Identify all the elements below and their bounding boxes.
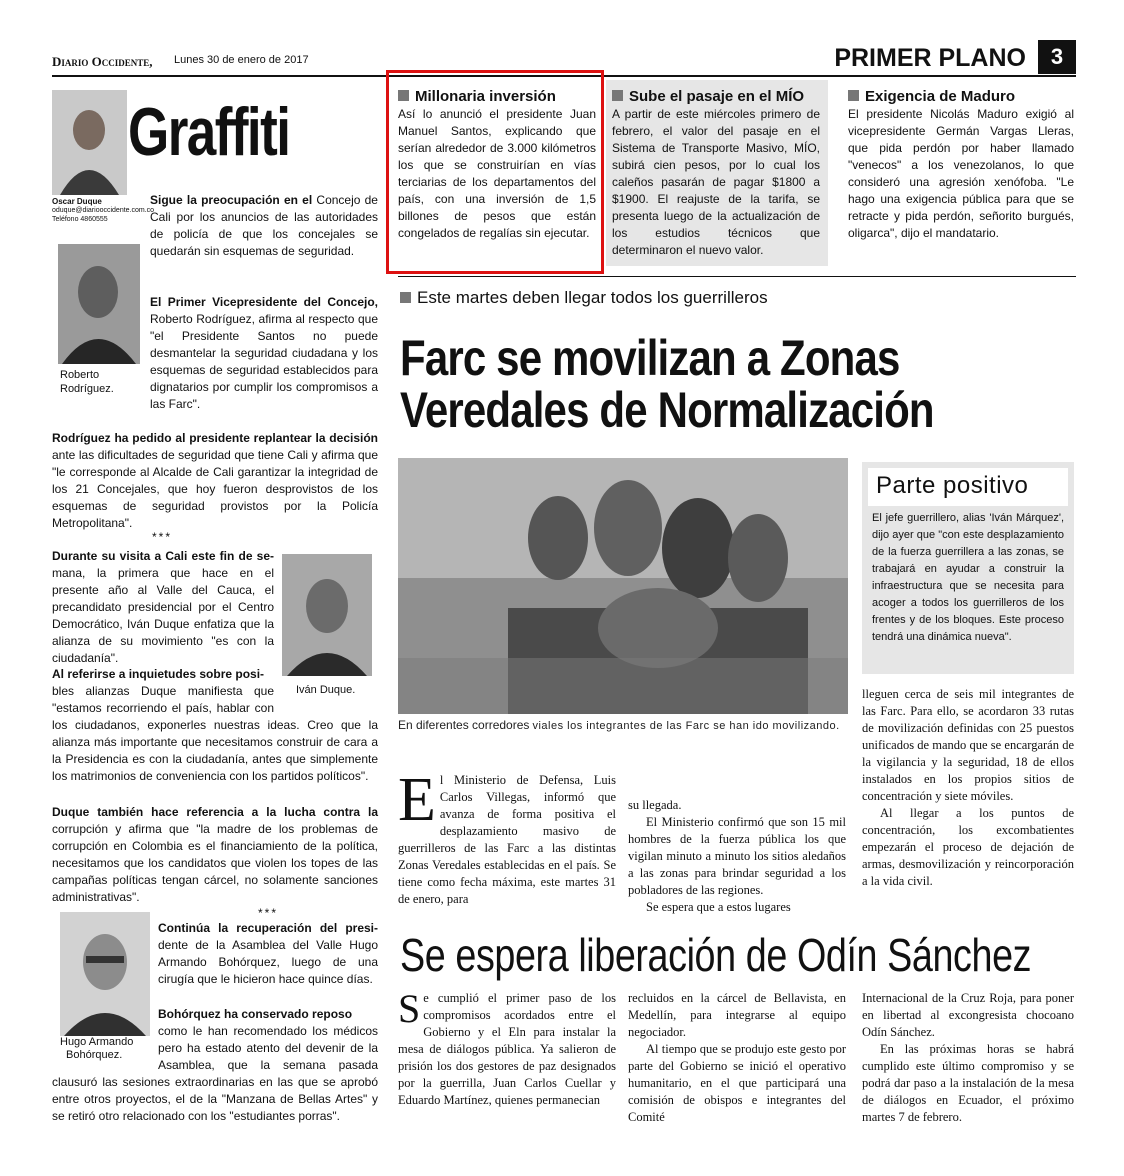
p1-lead: Sigue la preocupación en el [150,193,313,207]
separator-stars-1: *** [151,530,172,544]
p7-lead: Continúa la recuperación del presi- [158,921,378,935]
sidebar-body: El jefe guerrillero, alias 'Iván Márquez', dijo ayer que "con este desplazamiento de la fuerza guerrillera a las zonas, se trabajará en ayudar a construir la infraestructura que se necesita para acoger a todos los guerrilleros de los frentes y de los bloques. Este proceso tendrá una dinámica nueva". [872,512,1064,643]
second-col1 [398,986,616,1109]
bullet-square-icon [400,292,411,303]
p5-lead: Al referirse a inquietudes sobre posi- [52,667,265,681]
second-drop-cap: S [398,986,421,1031]
p7-rest: dente de la Asamblea del Valle Hugo Armando Bohórquez, luego de una cirugía que le hicieron hace quince días. [158,938,378,986]
brief-3 [848,88,1074,242]
second-col2 [628,990,846,1126]
author-photo [52,90,127,195]
caption-rodriguez [60,368,114,396]
brief-1 [398,88,596,242]
brief-1-title-text: Millonaria inversión [415,88,556,105]
author-name: Oscar Duque [52,197,102,206]
second-col3 [862,990,1074,1126]
brief-2-title-text: Sube el pasaje en el MÍO [629,88,805,105]
p6-rest: corrupción y afirma que "la madre de los problemas de corrupción en Colombia es el financiamiento de la política, necesitamos que los candidatos que violen los topes de las campañas políticas tengan cárcel, no solamente sanciones administrativas". [52,822,378,904]
author-email: oduque@diariooccidente.com.co [52,207,155,214]
bullet-square-icon [612,90,623,101]
bullet-square-icon [848,90,859,101]
main-col3 [862,686,1074,890]
brief-3-title [848,88,1074,106]
second-col2-p2: Al tiempo que se produjo este gesto por parte del Gobierno se inició el operativo humanitario, en el que participará una comisión de obispos e integrantes del Comité [628,1042,846,1124]
graffiti-title: Graffiti [128,94,290,170]
separator-stars-2: *** [257,906,278,920]
brief-3-title-text: Exigencia de Maduro [865,88,1016,105]
main-col3-p2: Al llegar a los puntos de concentración, los excombatientes empezarán el proceso de dejación de armas, desmovilización y reincorporación a la vida civil. [862,806,1074,888]
photo-duque [282,554,372,676]
main-col2-p1: su llegada. [628,798,682,812]
briefs-rule [398,276,1076,277]
p6-lead: Duque también hace referencia a la lucha contra la [52,805,378,819]
paper-name: Diario Occidente, [52,54,153,69]
caption-bohorquez [60,1036,133,1062]
p1-rest: Concejo de Cali por los anuncios de las autoridades de policía de que los concejales se quedarán sin esquemas de seguridad. [150,193,378,258]
main-col2-p3: Se espera que a estos lugares [646,900,791,914]
main-photo-caption [398,718,848,733]
brief-2-body: A partir de este miércoles primero de febrero, el valor del pasaje en el Sistema de Transporte Masivo, MÍO, subirá cien pesos, por lo cual los caleños pasarán de pagar $1800 a $1900. El reajuste de la tarifa, se presenta luego de la actualización de los estudios técnicos que determinaron el nuevo valor. [612,107,820,257]
brief-1-body: Así lo anunció el presidente Juan Manuel Santos, explicando que serían alrededor de 3.000 kilómetros los que se construirían en vías terciarias de los departamentos del país, con una inversión de 1,5 billones de pesos que están congelados de regalías sin ejecutar. [398,107,596,240]
main-drop-cap: E [398,766,436,834]
sidebar-box [862,462,1074,674]
main-col1-text: l Ministerio de Defensa, Luis Carlos Villegas, informó que avanza de forma positiva el desplazamiento masivo de guerrilleros de las Farc a las distintas Zonas Veredales establecidas en el país. Se tiene como fecha máxima, este martes 31 de enero, para [398,773,616,906]
p3-lead: Rodríguez ha pedido al presidente replantear la decisión [52,431,378,445]
main-col2 [628,797,846,916]
photo-bohorquez [60,912,150,1036]
p4-rest: mana, la primera que hace en el presente año al Valle del Cauca, el precandidato presidencial por el Centro Democrático, Iván Duque enfatiza que la alianza de su movimiento "es con la ciudadanía". [52,566,274,665]
page-number: 3 [1038,40,1076,74]
bullet-square-icon [398,90,409,101]
graffiti-p2 [150,294,378,413]
p4-lead: Durante su visita a Cali este fin de se- [52,549,274,563]
graffiti-p7 [158,920,378,988]
graffiti-p6 [52,804,378,906]
sidebar-title: Parte positivo [868,468,1068,506]
p8-lead: Bohórquez ha conservado reposo [158,1007,353,1021]
photo-caption-lead: En diferentes corredores [398,718,530,732]
graffiti-p5 [52,666,378,683]
brief-2-title [612,88,820,106]
p8-rest: como le han recomendado los médicos pero ha estado atento del devenir de la Asamblea, que la semana pasada clausuró las sesiones extraordinarias en las que se aprobó entre otros proyectos, el de la "Manzana de Bellas Artes" y se retiró otro relacionado con los "estudiantes porras". [52,1024,378,1123]
author-phone: Teléfono 4860555 [52,216,108,223]
p2-rest: Roberto Rodríguez, afirma al respecto que "el Presidente Santos no puede desmantelar la seguridad ciudadana y los esquemas de seguridad establecidos para dignatarios por cumplir los compromisos a las Farc". [150,312,378,411]
main-col2-p2: El Ministerio confirmó que son 15 mil hombres de la fuerza pública los que vigilan minuto a minuto los sitios aledaños a las zonas para brindar seguridad a los pobladores de las regiones. [628,815,846,897]
second-col2-p1: recluidos en la cárcel de Bellavista, en Medellín, para integrarse al equipo negociador. [628,991,846,1039]
main-headline-line2: Veredales de Normalización [400,382,934,438]
graffiti-p1 [150,192,378,260]
p5-rest: bles alianzas Duque manifiesta que "estamos recorriendo el país, hablar con los ciudadanos, exponerles nuestras ideas. Creo que la alianza más importante que necesitamos construir de cara a la Presidencia es con la ciudadanía, antes que simplemente los matrimonios de conveniencia con los partidos políticos". [52,684,378,783]
second-col3-p1: Internacional de la Cruz Roja, para poner en libertad al excongresista chocoano Odín Sánchez. [862,991,1074,1039]
main-kicker-text: Este martes deben llegar todos los guerrilleros [417,288,768,307]
main-kicker [400,288,768,308]
caption-duque: Iván Duque. [296,684,356,696]
main-col1 [398,766,616,908]
main-headline [400,332,968,436]
second-col3-p2: En las próximas horas se habrá cumplido este último compromiso y se podrá dar paso a la instalación de la mesa de diálogos en Ecuador, el próximo martes 7 de febrero. [862,1042,1074,1124]
main-col3-p1: lleguen cerca de seis mil integrantes de las Farc. Para ello, se acordaron 33 rutas de movilización definidas con 25 puestos unificados de mando que se encargarán de la vigilancia y la seguridad, 18 de ellos instalados en los propios sitios de concentración y siete móviles. [862,687,1074,803]
graffiti-p3 [52,430,378,532]
photo-caption-rest: viales los integrantes de las Farc se han ido movilizando. [532,720,840,732]
caption-bohorquez-line1: Hugo Armando [60,1036,134,1048]
brief-1-title [398,88,596,106]
main-photo [398,458,848,714]
p3-rest: ante las dificultades de seguridad que tiene Cali y afirma que "le corresponde al Alcalde de Cali garantizar la integridad de los 21 Concejales, que hoy fueron desprovistos de los esquemas de seguridad provistos por la Policía Metropolitana". [52,448,378,530]
graffiti-p8 [158,1006,378,1023]
issue-date: Lunes 30 de enero de 2017 [174,54,309,66]
graffiti-p4 [52,548,274,667]
second-headline: Se espera liberación de Odín Sánchez [400,929,1032,981]
brief-3-body: El presidente Nicolás Maduro exigió al vicepresidente Germán Vargas Lleras, que pida perdón por haber llamado "venecos" a los venezolanos, lo que consideró una agresión xenófoba. "Le hago una exigencia pública para que se retracte y pida perdón, señorito burgués, oligarca", dijo el mandatario. [848,107,1074,240]
p2-lead: El Primer Vicepresidente del Concejo, [150,295,378,309]
caption-bohorquez-line2: Bohórquez. [66,1049,123,1061]
main-headline-line1: Farc se movilizan a Zonas [400,330,900,386]
section-title: PRIMER PLANO [834,44,1026,72]
graffiti-p5-body [52,683,378,785]
photo-rodriguez [58,244,140,364]
brief-2 [612,88,820,259]
caption-rodriguez-line2: Rodríguez. [60,383,114,395]
second-col1-text: e cumplió el primer paso de los compromisos acordados entre el Gobierno y el Eln para instalar la mesa de diálogos pública. Ya salieron de prisión los dos gestores de paz designados por la guerrilla, Juan Carlos Cuellar y Eduardo Martínez, quienes permanecian [398,991,616,1107]
caption-rodriguez-line1: Roberto [60,369,100,381]
